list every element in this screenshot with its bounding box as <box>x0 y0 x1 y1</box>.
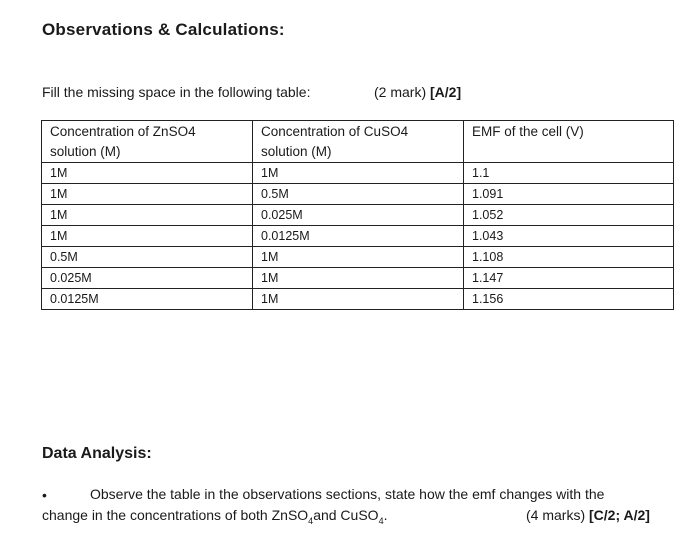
cell-cuso4: 0.025M <box>253 205 464 226</box>
table-row <box>42 289 674 310</box>
question-line-1: Observe the table in the observations sections, state how the emf changes with the <box>90 486 605 502</box>
fill-marks: (2 mark) [A/2] <box>374 84 462 100</box>
cell-cuso4: 0.5M <box>253 184 464 205</box>
header-znso4: Concentration of ZnSO4 solution (M) <box>42 121 253 163</box>
table-row <box>42 247 674 268</box>
data-analysis-heading: Data Analysis: <box>42 445 152 462</box>
bullet-marker: • <box>42 487 47 503</box>
cell-emf: 1.156 <box>464 289 674 310</box>
cell-znso4: 0.0125M <box>42 289 253 310</box>
header-cuso4: Concentration of CuSO4 solution (M) <box>253 121 464 163</box>
cell-cuso4: 1M <box>253 247 464 268</box>
question-line-2: change in the concentrations of both ZnSO$_4$and CuSO$_4$. <box>42 507 388 526</box>
fill-instruction-line <box>42 84 462 100</box>
cell-cuso4: 1M <box>253 289 464 310</box>
cell-znso4: 1M <box>42 205 253 226</box>
cell-emf: 1.147 <box>464 268 674 289</box>
cell-znso4: 1M <box>42 163 253 184</box>
cell-znso4: 0.5M <box>42 247 253 268</box>
table-row <box>42 184 674 205</box>
table-header-row <box>42 121 674 163</box>
cell-cuso4: 0.0125M <box>253 226 464 247</box>
cell-cuso4: 1M <box>253 163 464 184</box>
cell-emf: 1.1 <box>464 163 674 184</box>
cell-emf: 1.043 <box>464 226 674 247</box>
cell-znso4: 1M <box>42 226 253 247</box>
cell-znso4: 0.025M <box>42 268 253 289</box>
cell-znso4: 1M <box>42 184 253 205</box>
observations-table <box>41 120 674 310</box>
table-row <box>42 205 674 226</box>
observations-heading: Observations & Calculations: <box>42 20 285 39</box>
header-emf: EMF of the cell (V) <box>464 121 674 163</box>
fill-instruction: Fill the missing space in the following table: <box>42 84 311 100</box>
table-row <box>42 268 674 289</box>
table-row <box>42 226 674 247</box>
cell-emf: 1.052 <box>464 205 674 226</box>
cell-emf: 1.091 <box>464 184 674 205</box>
cell-emf: 1.108 <box>464 247 674 268</box>
question-marks: (4 marks) [C/2; A/2] <box>526 507 650 523</box>
cell-cuso4: 1M <box>253 268 464 289</box>
table-row <box>42 163 674 184</box>
